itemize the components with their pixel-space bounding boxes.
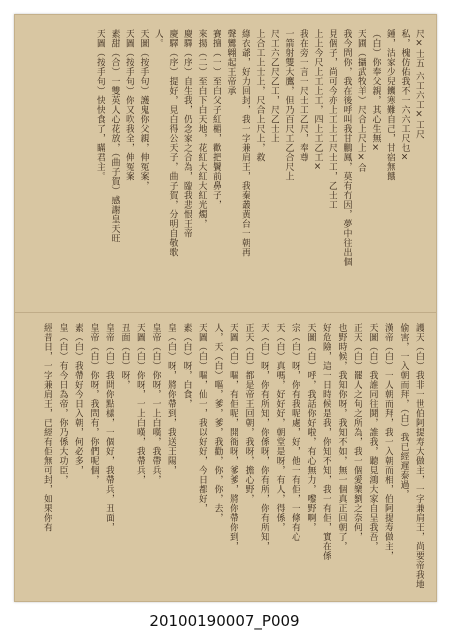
text-column: 鍾，沽家少兒饑寒難自己，甘宿無餓 — [385, 29, 395, 181]
text-column: 正天（白）罷人之旬之所為，我一個愛樂劉之奈何， — [352, 323, 362, 542]
text-column: 我今問你，我在後呼叫我甘鵬鳳，莫有冇因，夢中往出個 — [341, 29, 352, 267]
text-column: 天圖（白）你呀，一上白嘆，我帶兵， — [135, 323, 145, 485]
text-column: 尺工六乙尺乙工，尺乙士上 — [269, 29, 279, 143]
text-column: 慶驛（序）自生我，仍念家之合為，臨我悲恨王帝 — [182, 29, 192, 238]
text-column: 天圖（白）嘔，仙一，我以好好，今日都好， — [197, 323, 207, 513]
text-column: 慶驛（序）提好，見白得公天子，曲子賀，分明自敬歌 — [167, 29, 178, 257]
text-column: 護天（白）我非一世伯阿提寿大做主，一字兼肩王，尚要帝我地 — [414, 323, 424, 589]
text-column: 尺×士五 六工六工×工尺 — [414, 29, 424, 139]
text-column: 天圖（按手句）你又吹我全，伸冤案 — [124, 29, 134, 181]
text-column: 素甜（合）一雙英人心花放，（曲子賀）感謝皇天旺 — [109, 29, 120, 243]
text-column: 人，天（白）嘔，爹，爹，我勸，你，你，去， — [212, 323, 223, 523]
text-column: 皇帝（白）你呀，我問有，你們呢個， — [88, 323, 99, 485]
text-column: 素（白）呀，白食， — [181, 323, 192, 409]
text-column: 經昔日，一字兼肩王，已經有佢無可封，如果你有 — [42, 323, 52, 532]
text-column: 好危險，這一日時候是我，你知不知，我一有佢，實在係 — [321, 323, 331, 561]
text-column: 天圖（白）我誰同往鬪，誰我，聽見鴻大家自呈我吾， — [367, 323, 378, 551]
text-column: 宗（白）呀，你有我呢處，好，他一有佢，一條有心 — [290, 323, 300, 542]
text-column: 偷害，一入朝而拜，（白）我已經遲泰過， — [398, 323, 409, 499]
text-column: 素（白）我帶好今日入朝，何必多， — [73, 323, 83, 475]
text-column: 天圖（按手句）護鬼你父親，伸冤案， — [138, 29, 149, 191]
text-column: 天（白）真嗎，好好好，朝堂是呀，有人，得係， — [274, 323, 285, 532]
top-text-block — [15, 15, 436, 313]
text-column: 見個子，尚可今亦上工上工尺士工，乙士工 — [327, 29, 337, 210]
text-column: 一箭射雙大鷹，但乃百尺工乙合尺上 — [283, 29, 294, 181]
text-column: 綠衣爺，好力回封，我一字兼肩王，我秦叢黄台一朝再 — [240, 29, 250, 257]
text-column: 皇（白）有今日為帝，你乃係大功臣， — [57, 323, 68, 485]
text-column: 皇帝（白）你呀，一上白嘆，我帶兵， — [150, 323, 161, 485]
text-column: 丑面（白）呀， — [119, 323, 130, 390]
text-column: 賽擅（一）至白父子紅楣，歡把鬢前鼻子， — [211, 29, 221, 210]
text-column: 也野時候，我知你呀，我知不如，無一個真正回朝了， — [336, 323, 347, 551]
text-column: （白）你奉父親，其心生無× — [370, 29, 381, 154]
text-column: 上合工上士上，尺合上尺上，救 — [254, 29, 265, 162]
image-id-label: 20100190007_P009 — [149, 612, 300, 630]
text-column: 正天（白）都是帝王回朝，我呀，擔心野， — [243, 323, 254, 504]
bottom-text-block — [15, 313, 436, 601]
text-column: 私，槐仿佑我不一六六工尺乜× — [399, 29, 410, 163]
text-column: 皇帝（白）我問你點樣，一個好，我帶兵，丑面， — [104, 323, 114, 532]
text-column: 天圖（白）嘔，有佢呢，開衙呀，爹爹，將你帶你到， — [228, 323, 238, 551]
text-column: 來揚（二）至白下白天地，花紅大紅大紅光燭， — [196, 29, 207, 229]
text-column: 天圃（攝武牧羊）尺合上尺上×合 — [356, 29, 366, 173]
text-column: 天圖（白）呼，我話你好啦，有心無力，嚟野啊， — [305, 323, 316, 532]
text-column: 人。 — [153, 29, 163, 48]
document-page — [14, 14, 437, 602]
text-column: 漢帝（白）一人朝而拜，我一入朝而相，伯阿提寿做主， — [383, 323, 393, 561]
text-column: 皇（白）呀，將你帶到，我送王陽， — [166, 323, 176, 475]
text-column: 聲鸞翺起王帝承 — [225, 29, 236, 96]
text-column: 我在旁一言一尺士工乙尺，奉尊 — [298, 29, 308, 162]
text-column: 天圖（按手句）快快食了，瞞君主。 — [95, 29, 105, 181]
text-column: 天（白）呀，你有所知，你係呀，你有所，你有所知， — [259, 323, 269, 551]
text-column: 上上今尺上工上工，四上工乙工× — [312, 29, 323, 173]
